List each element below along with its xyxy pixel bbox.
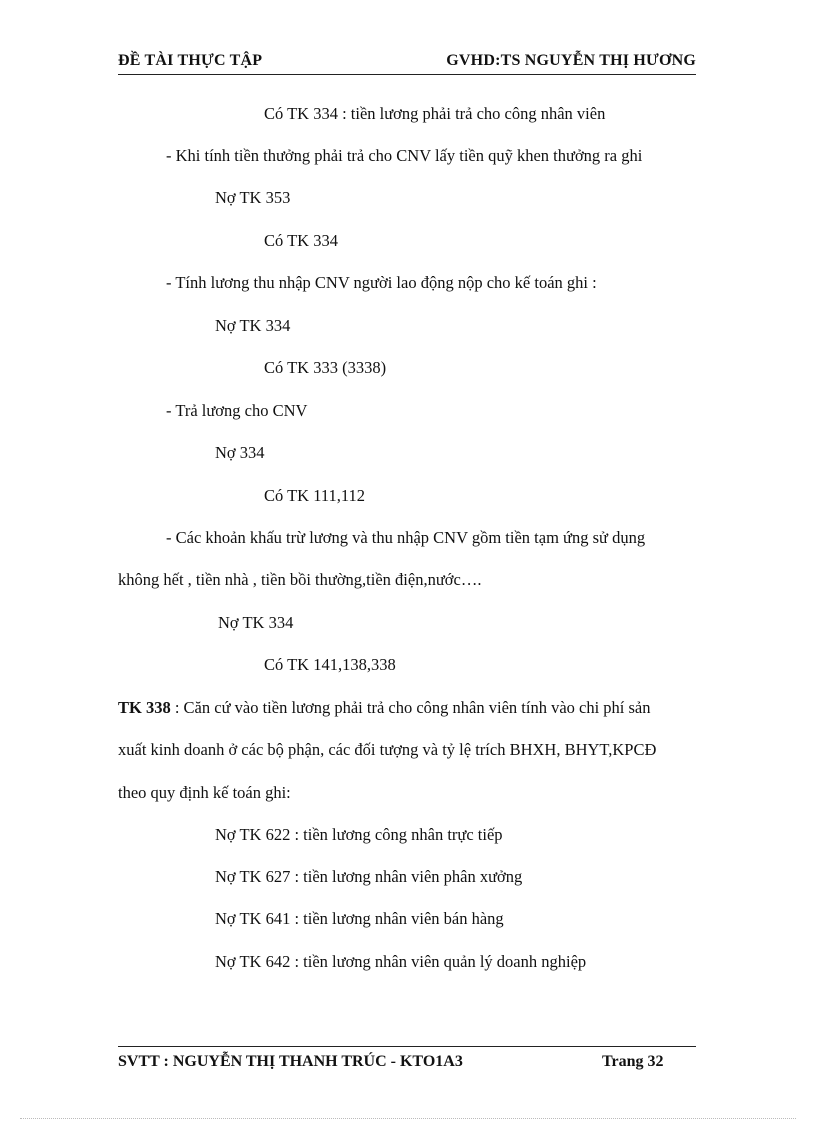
body-line: Nợ 334	[215, 443, 265, 462]
body-line: Nợ TK 353	[215, 188, 291, 207]
body-line: Có TK 111,112	[264, 486, 365, 505]
body-line: Nợ TK 627 : tiền lương nhân viên phân xưởng	[215, 867, 523, 886]
body-line: xuất kinh doanh ở các bộ phận, các đối tượng và tỷ lệ trích BHXH, BHYT,KPCĐ	[118, 740, 657, 759]
page-edge-divider	[20, 1118, 796, 1119]
body-line: - Khi tính tiền thưởng phải trả cho CNV lấy tiền quỹ khen thưởng ra ghi	[166, 146, 643, 165]
tk338-text: : Căn cứ vào tiền lương phải trả cho công nhân viên tính vào chi phí sản	[170, 698, 651, 717]
header-title: ĐỀ TÀI THỰC TẬP	[118, 52, 263, 69]
body-line: Có TK 334	[264, 231, 338, 250]
tk338-label: TK 338	[118, 698, 171, 717]
body-line: Nợ TK 334	[215, 316, 291, 335]
page-footer	[118, 1046, 696, 1077]
body-line: theo quy định kế toán ghi:	[118, 783, 291, 802]
body-line: không hết , tiền nhà , tiền bồi thường,tiền điện,nước….	[118, 570, 482, 589]
body-line: - Trả lương cho CNV	[166, 401, 308, 420]
body-line: Có TK 334 : tiền lương phải trả cho công nhân viên	[264, 104, 606, 123]
footer-student: SVTT : NGUYỄN THỊ THANH TRÚC - KTO1A3	[118, 1053, 463, 1070]
body-line: - Các khoản khấu trừ lương và thu nhập CNV gồm tiền tạm ứng sử dụng	[166, 528, 646, 547]
page-number: Trang 32	[602, 1053, 664, 1070]
body-line: Có TK 141,138,338	[264, 655, 396, 674]
body-line: Nợ TK 622 : tiền lương công nhân trực tiếp	[215, 825, 503, 844]
body-line: Có TK 333 (3338)	[264, 358, 387, 377]
body-line: Nợ TK 642 : tiền lương nhân viên quản lý doanh nghiệp	[215, 952, 587, 971]
body-line: Nợ TK 641 : tiền lương nhân viên bán hàng	[215, 909, 504, 928]
tk338-paragraph	[118, 698, 651, 718]
body-line: - Tính lương thu nhập CNV người lao động nộp cho kế toán ghi :	[166, 273, 597, 292]
header-supervisor: GVHD:TS NGUYỄN THỊ HƯƠNG	[446, 52, 696, 69]
body-line: Nợ TK 334	[218, 613, 294, 632]
page-header	[118, 50, 696, 75]
